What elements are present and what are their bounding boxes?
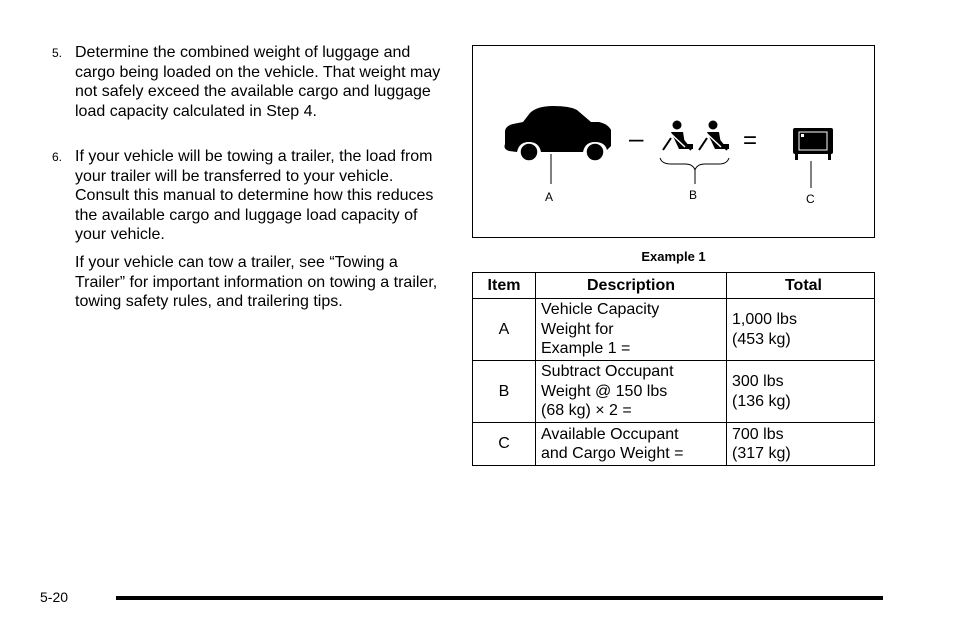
table-row: [473, 299, 875, 361]
row-description: Available Occupant and Cargo Weight =: [536, 423, 727, 466]
occupant-icon: [663, 121, 693, 151]
row-item: C: [473, 423, 536, 466]
step-note: If your vehicle can tow a trailer, see “Towing a Trailer” for important information on towing a trailer, towing safety rules, and trailering tips.: [75, 254, 438, 310]
table-header-row: [473, 273, 875, 299]
weight-table: [472, 272, 875, 466]
row-description: Subtract Occupant Weight @ 150 lbs (68 kg) × 2 =: [536, 361, 727, 423]
cargo-icon: [793, 128, 833, 188]
figure-caption: Example 1: [641, 249, 706, 264]
row-total: 1,000 lbs (453 kg): [727, 299, 875, 361]
occupant-icon: [699, 121, 729, 151]
header-description: Description: [536, 273, 727, 299]
header-total: Total: [727, 273, 875, 299]
capacity-illustration: [472, 45, 875, 238]
step-text: Determine the combined weight of luggage and cargo being loaded on the vehicle. That weight may not safely exceed the available cargo and luggage load capacity calculated in Step 4.: [75, 44, 441, 120]
label-a: A: [545, 190, 554, 204]
table-row: [473, 423, 875, 466]
row-item: A: [473, 299, 536, 361]
row-total: 300 lbs (136 kg): [727, 361, 875, 423]
car-icon: [505, 106, 612, 184]
row-total: 700 lbs (317 kg): [727, 423, 875, 466]
step-number: 6.: [52, 150, 63, 164]
equals-sign: =: [743, 127, 758, 154]
label-b: B: [689, 188, 698, 202]
row-description: Vehicle Capacity Weight for Example 1 =: [536, 299, 727, 361]
label-c: C: [806, 192, 815, 206]
illustration-graphic: [473, 46, 876, 239]
bracket-shape: [660, 158, 729, 170]
minus-sign: –: [629, 123, 644, 153]
header-item: Item: [473, 273, 536, 299]
step-text: If your vehicle will be towing a trailer, the load from your trailer will be transferred to your vehicle. Consult this manual to determine how this reduces the available cargo and luggage load capacity of your vehicle.: [75, 148, 434, 243]
footer-rule: [116, 596, 883, 600]
row-item: B: [473, 361, 536, 423]
step-number: 5.: [52, 46, 63, 60]
page-number: 5-20: [40, 589, 69, 605]
table-row: [473, 361, 875, 423]
